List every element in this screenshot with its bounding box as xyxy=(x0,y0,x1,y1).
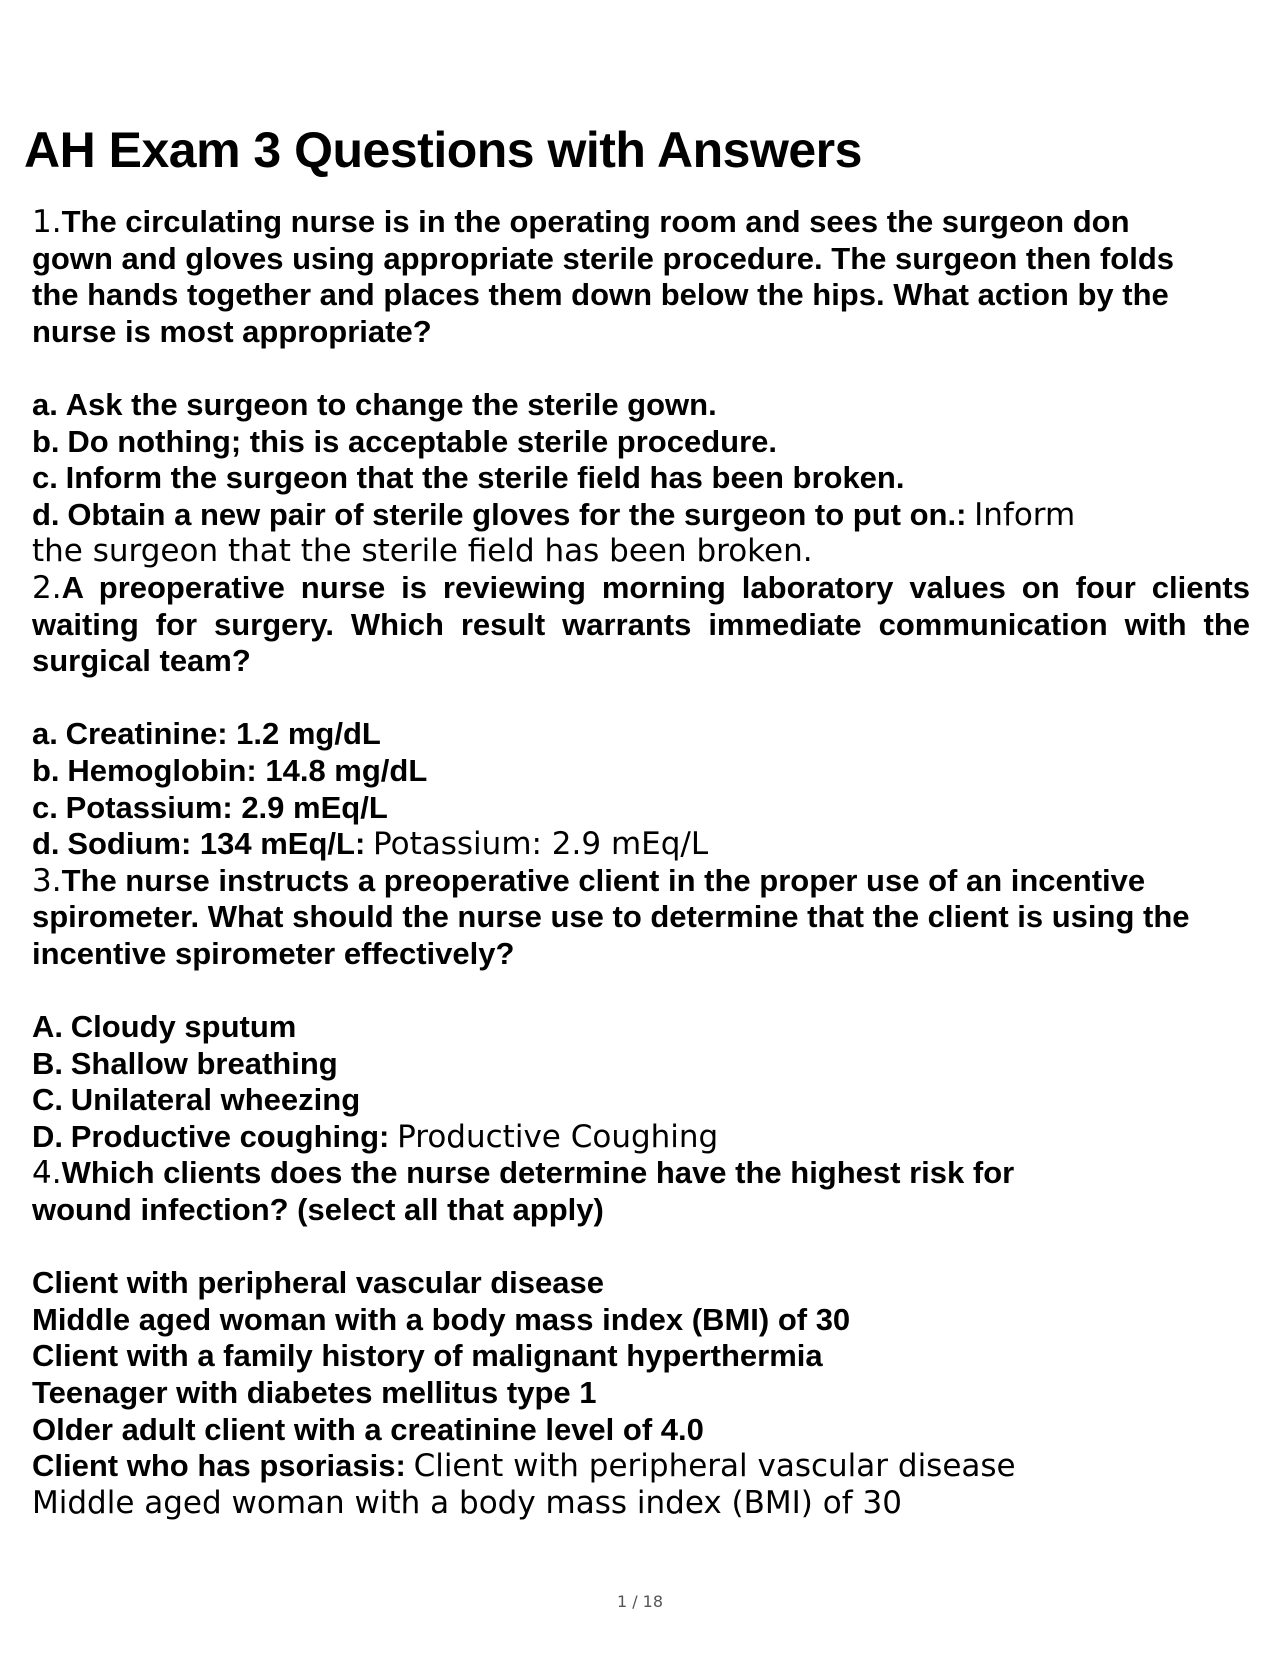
question-3-option-c: C. Unilateral wheezing xyxy=(32,1082,361,1118)
question-1-option-a: a. Ask the surgeon to change the sterile gown. xyxy=(32,386,717,422)
question-3-answer: Productive Coughing xyxy=(397,1118,719,1155)
document-title: AH Exam 3 Questions with Answers xyxy=(24,122,862,178)
question-2-option-b: b. Hemoglobin: 14.8 mg/dL xyxy=(32,752,428,788)
question-3-option-d: D. Productive coughing: Productive Coughing xyxy=(32,1118,719,1155)
question-3-number: 3. xyxy=(32,862,62,899)
question-3-stem xyxy=(32,863,1242,973)
question-4-text: Which clients does the nurse determine have the highest risk for wound infection? (select all that apply) xyxy=(32,1155,1015,1228)
question-4-option-4: Teenager with diabetes mellitus type 1 xyxy=(32,1375,597,1410)
question-4-stem xyxy=(32,1155,1092,1228)
question-1-number: 1. xyxy=(32,204,62,240)
question-1-option-d: d. Obtain a new pair of sterile gloves for the surgeon to put on.: Inform the surgeon that the sterile field has been broken. xyxy=(32,496,1076,570)
spacer xyxy=(32,972,1250,1009)
question-4-answer: Client with peripheral vascular disease Middle aged woman with a body mass index (BMI) of 30 xyxy=(32,1448,1016,1521)
question-1-option-c: c. Inform the surgeon that the sterile field has been broken. xyxy=(32,460,905,496)
question-4-option-1: Client with peripheral vascular disease xyxy=(32,1265,605,1301)
question-4-option-2: Middle aged woman with a body mass index (BMI) of 30 xyxy=(32,1301,851,1337)
question-2-option-c: c. Potassium: 2.9 mEq/L xyxy=(32,789,388,825)
question-1-option-b: b. Do nothing; this is acceptable sterile procedure. xyxy=(32,423,778,459)
page-number: 1 / 18 xyxy=(616,1592,664,1611)
question-4-option-3: Client with a family history of malignant hyperthermia xyxy=(32,1338,823,1374)
spacer xyxy=(32,680,1250,717)
question-3-option-a: A. Cloudy sputum xyxy=(32,1009,297,1045)
question-2-answer: Potassium: 2.9 mEq/L xyxy=(373,826,709,863)
question-1-answer: Inform the surgeon that the sterile field has been broken. xyxy=(32,496,1076,570)
question-2-stem xyxy=(32,570,1250,680)
question-1-stem xyxy=(32,204,1182,350)
question-3-text: The nurse instructs a preoperative client in the proper use of an incentive spirometer. What should the nurse use to determine that the client is using the incentive spirometer effectively? xyxy=(32,862,1190,971)
question-2-number: 2. xyxy=(32,569,62,606)
question-4-number: 4. xyxy=(32,1155,62,1192)
question-list xyxy=(32,204,1250,1521)
question-2-option-a: a. Creatinine: 1.2 mg/dL xyxy=(32,716,381,752)
question-4-option-6: Client who has psoriasis: Client with peripheral vascular disease Middle aged woman with a body mass index (BMI) of 30 xyxy=(32,1448,1016,1521)
question-3-option-b: B. Shallow breathing xyxy=(32,1045,338,1081)
spacer xyxy=(32,350,1250,387)
spacer xyxy=(32,1229,1250,1266)
question-1-text: The circulating nurse is in the operating room and sees the surgeon don gown and gloves using appropriate sterile procedure. The surgeon then folds the hands together and places them down below the hips. What action by the nurse is most appropriate? xyxy=(32,204,1174,349)
question-2-text: A preoperative nurse is reviewing morning laboratory values on four clients waiting for surgery. Which result warrants immediate communication with the surgical team? xyxy=(32,569,1250,679)
question-4-option-5: Older adult client with a creatinine level of 4.0 xyxy=(32,1411,704,1447)
question-2-option-d: d. Sodium: 134 mEq/L: Potassium: 2.9 mEq/L xyxy=(32,826,709,863)
